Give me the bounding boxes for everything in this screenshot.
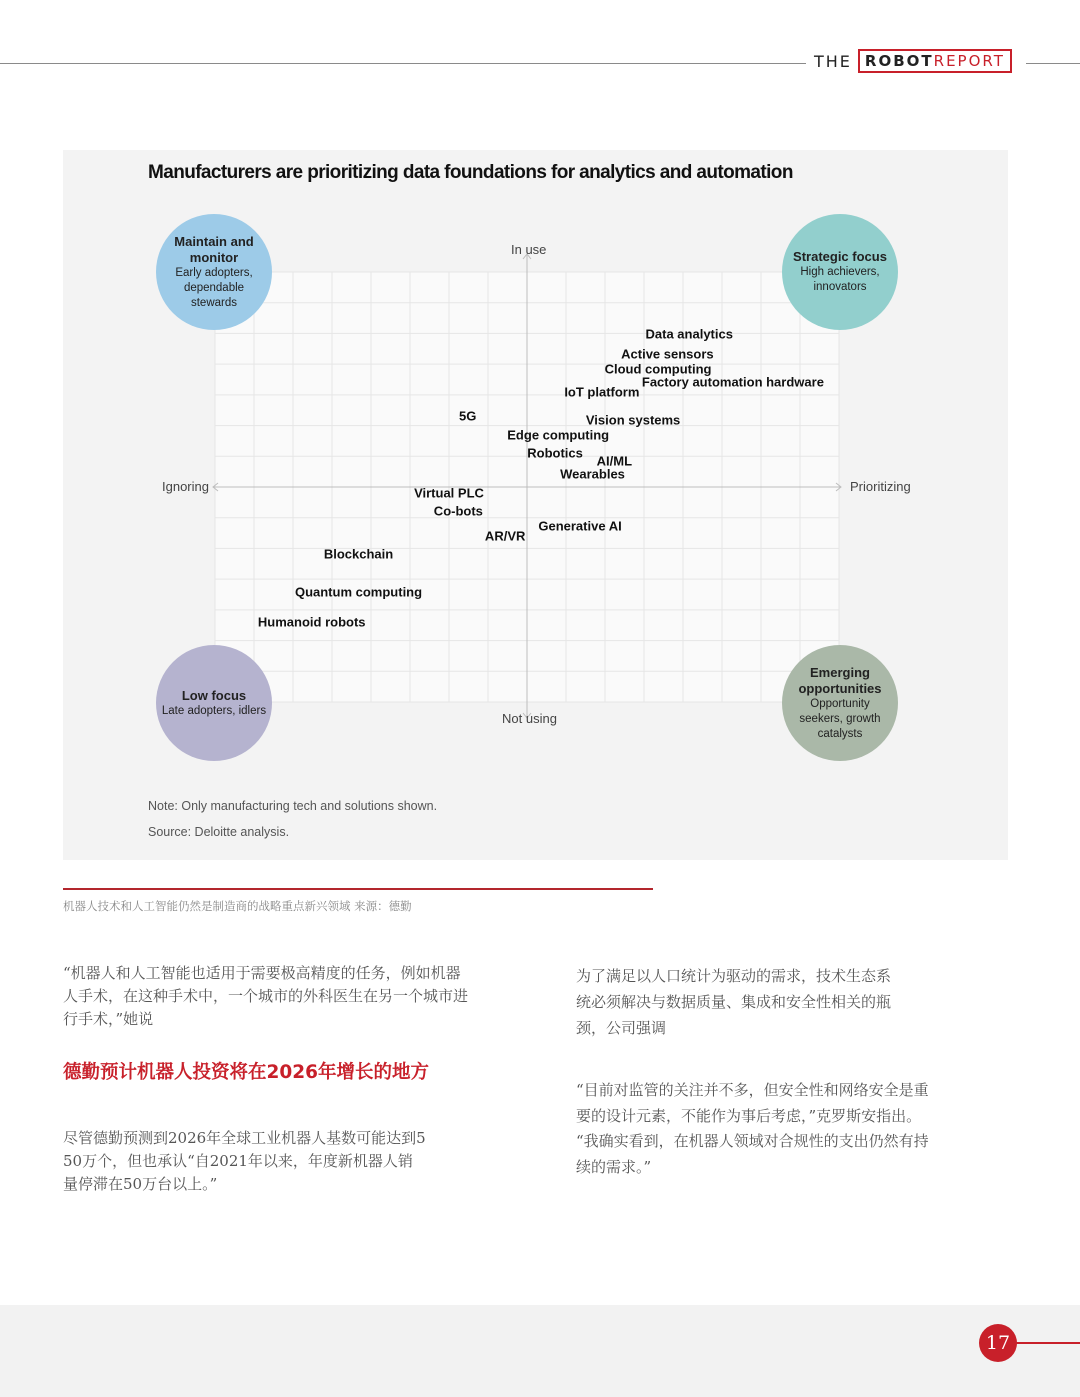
quadrant-title: Emerging opportunities xyxy=(798,664,882,696)
left-quote xyxy=(63,962,503,1031)
chart-point-label: Cloud computing xyxy=(604,361,712,377)
brand-robot: ROBOT xyxy=(864,52,934,70)
text-line: “机器人和人工智能也适用于需要极高精度的任务，例如机器 xyxy=(63,964,461,982)
caption-rule xyxy=(63,888,653,890)
left-paragraph xyxy=(63,1127,503,1196)
quadrant-subtitle: Late adopters, idlers xyxy=(161,704,267,717)
chart-point-label: Edge computing xyxy=(507,427,610,443)
quadrant-title: Strategic focus xyxy=(793,249,887,264)
text-line: 为了满足以人口统计为驱动的需求，技术生态系 xyxy=(576,967,892,985)
text-line: 尽管德勤预测到2026年全球工业机器人基数可能达到5 xyxy=(63,1129,426,1147)
chart-title: Manufacturers are prioritizing data foundations for analytics and automation xyxy=(148,162,793,183)
text-line: 统必须解决与数据质量、集成和安全性相关的瓶 xyxy=(576,993,892,1011)
chart-point-label: Virtual PLC xyxy=(414,485,484,501)
brand-the: THE xyxy=(814,51,852,71)
chart-point-label: Data analytics xyxy=(645,326,733,342)
chart-point-label: AI/ML xyxy=(596,453,633,469)
brand-box xyxy=(858,49,1012,73)
quadrant-title: Maintain and monitor xyxy=(174,233,254,265)
quadrant-subtitle: dependable xyxy=(183,281,245,294)
chart-point-label: IoT platform xyxy=(564,384,640,400)
quadrant-title: Low focus xyxy=(181,687,247,703)
section-heading: 德勤预计机器人投资将在2026年增长的地方 xyxy=(63,1062,429,1083)
text-line: 颈，公司强调 xyxy=(576,1019,667,1037)
chart-point-label: Active sensors xyxy=(621,346,714,362)
chart-point-label: Quantum computing xyxy=(294,584,423,600)
axis-label-right: Prioritizing xyxy=(850,479,911,494)
page-number: 17 xyxy=(979,1324,1017,1362)
quadrant-subtitle: seekers, growth xyxy=(799,712,881,725)
quadrant-emerging-opportunities xyxy=(782,645,898,761)
quadrant-subtitle: High achievers, xyxy=(800,266,880,278)
axis-label-left: Ignoring xyxy=(162,479,209,494)
chart-point-label: Humanoid robots xyxy=(257,614,366,630)
chart-point-label: Generative AI xyxy=(538,518,622,534)
quadrant-subtitle: Opportunity xyxy=(810,697,870,710)
quadrant-strategic-focus xyxy=(782,214,898,330)
right-paragraph xyxy=(576,963,1006,1041)
chart-point-label: Blockchain xyxy=(323,546,394,562)
page-number-rule xyxy=(1010,1342,1080,1344)
chart-point-label: Wearables xyxy=(560,466,625,482)
chart-point-label: 5G xyxy=(459,408,477,424)
right-quote xyxy=(576,1078,1006,1180)
header-rule-right xyxy=(1026,63,1080,64)
quadrant-low-focus xyxy=(156,645,272,761)
text-line: 要的设计元素，不能作为事后考虑，”克罗斯安指出。 xyxy=(576,1106,922,1125)
chart-figure xyxy=(63,150,1008,860)
chart-point-label: Factory automation hardware xyxy=(641,374,824,390)
chart-point-label: Robotics xyxy=(527,445,583,461)
text-line: 50万个，但也承认“自2021年以来，年度新机器人销 xyxy=(63,1152,413,1170)
chart-point-label: AR/VR xyxy=(484,528,526,544)
brand-report: REPORT xyxy=(933,52,1005,70)
text-line: 行手术，”她说 xyxy=(63,1010,154,1028)
quadrant-maintain-monitor xyxy=(156,214,272,330)
page-footer xyxy=(0,1305,1080,1397)
chart-note: Note: Only manufacturing tech and solutions shown. xyxy=(148,799,438,813)
brand-logo xyxy=(814,48,1012,74)
chart-source: Source: Deloitte analysis. xyxy=(148,825,290,839)
header-rule-left xyxy=(0,63,806,64)
figure-caption: 机器人技术和人工智能仍然是制造商的战略重点新兴领域 来源：德勤 xyxy=(63,899,412,913)
quadrant-subtitle: innovators xyxy=(813,281,867,293)
text-line: 续的需求。” xyxy=(576,1157,652,1176)
quadrant-subtitle: Early adopters, xyxy=(175,266,253,279)
quadrant-subtitle: catalysts xyxy=(817,727,863,740)
axis-label-bottom: Not using xyxy=(502,711,557,726)
text-line: 量停滞在50万台以上。” xyxy=(63,1175,218,1193)
chart-point-label: Vision systems xyxy=(585,412,681,428)
chart-point-label: Co-bots xyxy=(433,503,483,519)
quadrant-subtitle: stewards xyxy=(190,296,238,309)
text-line: “目前对监管的关注并不多，但安全性和网络安全是重 xyxy=(576,1081,929,1099)
axis-label-top: In use xyxy=(511,242,547,257)
text-line: 人手术，在这种手术中，一个城市的外科医生在另一个城市进 xyxy=(63,987,469,1005)
text-line: “我确实看到，在机器人领域对合规性的支出仍然有持 xyxy=(576,1132,929,1150)
